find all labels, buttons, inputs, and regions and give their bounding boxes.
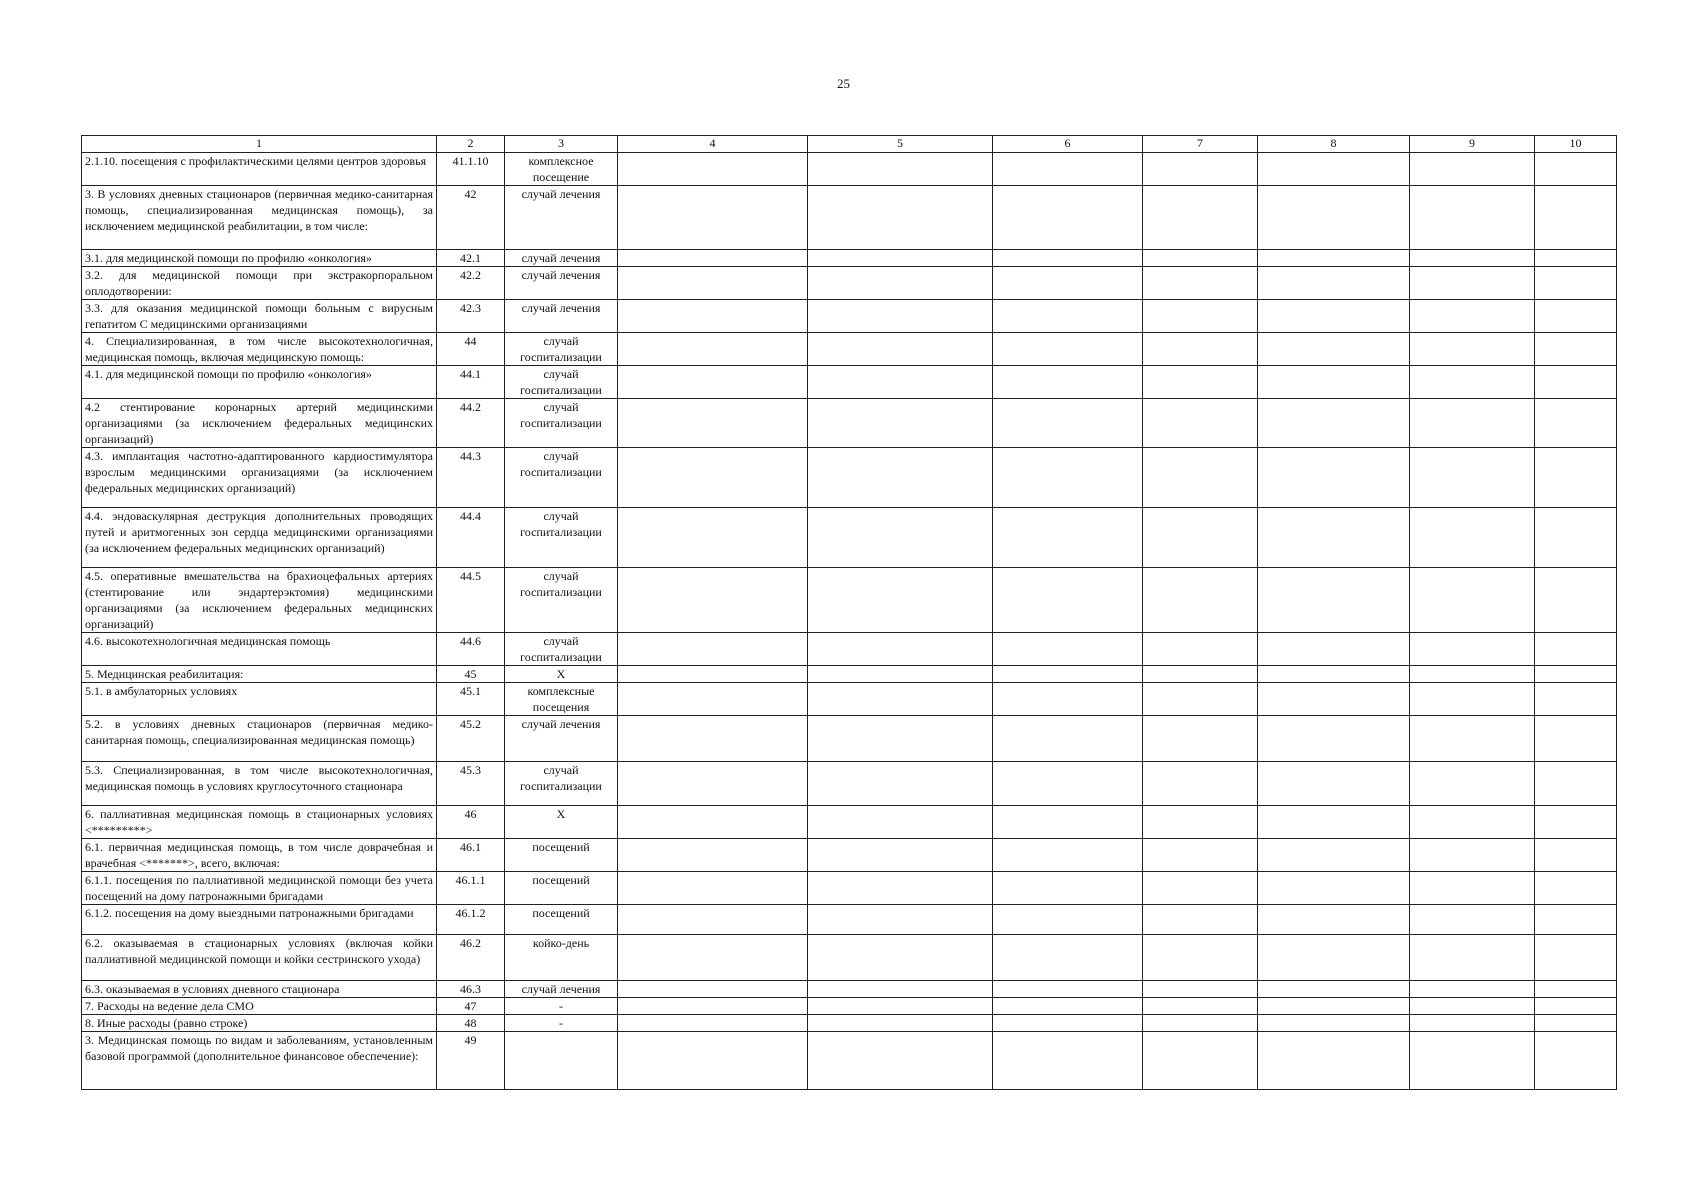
row-code-cell: 46.2: [437, 935, 505, 981]
empty-cell-col-6: [993, 839, 1143, 872]
row-name-cell: 6.3. оказываемая в условиях дневного стационара: [82, 981, 437, 998]
empty-cell-col-5: [808, 366, 993, 399]
empty-cell-col-5: [808, 839, 993, 872]
empty-cell-col-9: [1410, 633, 1535, 666]
row-name-cell: 4.5. оперативные вмешательства на брахиоцефальных артериях (стентирование или эндартерэктомия) медицинскими организациями (за исключением федеральных медицинских организаций): [82, 568, 437, 633]
row-unit-cell: случай лечения: [505, 300, 618, 333]
empty-cell-col-4: [618, 981, 808, 998]
row-name-cell: 3. Медицинская помощь по видам и заболеваниям, установленным базовой программой (дополнительное финансовое обеспечение):: [82, 1032, 437, 1090]
table-row: [82, 905, 1617, 935]
row-code-cell: 46.1.2: [437, 905, 505, 935]
table-row: [82, 935, 1617, 981]
empty-cell-col-7: [1143, 300, 1258, 333]
table-row: [82, 683, 1617, 716]
empty-cell-col-8: [1258, 981, 1410, 998]
row-name-cell: 7. Расходы на ведение дела СМО: [82, 998, 437, 1015]
row-code-cell: 42.2: [437, 267, 505, 300]
empty-cell-col-7: [1143, 998, 1258, 1015]
empty-cell-col-5: [808, 998, 993, 1015]
empty-cell-col-5: [808, 806, 993, 839]
row-name-cell: 3.2. для медицинской помощи при экстракорпоральном оплодотворении:: [82, 267, 437, 300]
table-row: [82, 508, 1617, 568]
row-unit-cell: случай лечения: [505, 186, 618, 250]
empty-cell-col-7: [1143, 1015, 1258, 1032]
empty-cell-col-8: [1258, 267, 1410, 300]
empty-cell-col-9: [1410, 267, 1535, 300]
row-unit-cell: [505, 1032, 618, 1090]
table-row: [82, 366, 1617, 399]
row-unit-cell: случай госпитализации: [505, 366, 618, 399]
empty-cell-col-6: [993, 300, 1143, 333]
empty-cell-col-8: [1258, 250, 1410, 267]
row-name-cell: 6.2. оказываемая в стационарных условиях (включая койки паллиативной медицинской помощи и койки сестринского ухода): [82, 935, 437, 981]
row-code-cell: 48: [437, 1015, 505, 1032]
column-header-8: 8: [1258, 136, 1410, 153]
table-row: [82, 1015, 1617, 1032]
empty-cell-col-10: [1535, 716, 1617, 762]
row-code-cell: 46: [437, 806, 505, 839]
row-name-cell: 3.1. для медицинской помощи по профилю «онкология»: [82, 250, 437, 267]
table-row: [82, 333, 1617, 366]
table-row: [82, 399, 1617, 448]
empty-cell-col-4: [618, 448, 808, 508]
empty-cell-col-4: [618, 300, 808, 333]
row-unit-cell: случай госпитализации: [505, 448, 618, 508]
empty-cell-col-6: [993, 872, 1143, 905]
empty-cell-col-8: [1258, 568, 1410, 633]
row-name-cell: 8. Иные расходы (равно строке): [82, 1015, 437, 1032]
row-unit-cell: случай госпитализации: [505, 568, 618, 633]
table-row: [82, 716, 1617, 762]
empty-cell-col-10: [1535, 762, 1617, 806]
row-code-cell: 49: [437, 1032, 505, 1090]
empty-cell-col-6: [993, 935, 1143, 981]
empty-cell-col-7: [1143, 568, 1258, 633]
empty-cell-col-4: [618, 839, 808, 872]
empty-cell-col-5: [808, 448, 993, 508]
table-row: [82, 998, 1617, 1015]
empty-cell-col-5: [808, 399, 993, 448]
empty-cell-col-8: [1258, 935, 1410, 981]
column-header-6: 6: [993, 136, 1143, 153]
empty-cell-col-6: [993, 366, 1143, 399]
empty-cell-col-6: [993, 399, 1143, 448]
row-name-cell: 6. паллиативная медицинская помощь в стационарных условиях <*********>: [82, 806, 437, 839]
empty-cell-col-10: [1535, 250, 1617, 267]
column-header-5: 5: [808, 136, 993, 153]
column-header-9: 9: [1410, 136, 1535, 153]
empty-cell-col-4: [618, 905, 808, 935]
empty-cell-col-4: [618, 806, 808, 839]
row-name-cell: 4.4. эндоваскулярная деструкция дополнительных проводящих путей и аритмогенных зон сердца медицинскими организациями (за исключением федеральных медицинских организаций): [82, 508, 437, 568]
empty-cell-col-6: [993, 1032, 1143, 1090]
empty-cell-col-9: [1410, 905, 1535, 935]
empty-cell-col-9: [1410, 666, 1535, 683]
empty-cell-col-8: [1258, 153, 1410, 186]
row-name-cell: 4.6. высокотехнологичная медицинская помощь: [82, 633, 437, 666]
empty-cell-col-8: [1258, 1032, 1410, 1090]
empty-cell-col-7: [1143, 666, 1258, 683]
row-name-cell: 4.3. имплантация частотно-адаптированного кардиостимулятора взрослым медицинскими организациями (за исключением федеральных медицинских организаций): [82, 448, 437, 508]
empty-cell-col-4: [618, 568, 808, 633]
empty-cell-col-4: [618, 633, 808, 666]
row-unit-cell: случай лечения: [505, 716, 618, 762]
row-name-cell: 3. В условиях дневных стационаров (первичная медико-санитарная помощь, специализированная медицинская помощь), за исключением медицинской реабилитации, в том числе:: [82, 186, 437, 250]
empty-cell-col-5: [808, 508, 993, 568]
row-code-cell: 42.3: [437, 300, 505, 333]
empty-cell-col-6: [993, 333, 1143, 366]
row-code-cell: 44.5: [437, 568, 505, 633]
table-row: [82, 633, 1617, 666]
column-header-4: 4: [618, 136, 808, 153]
empty-cell-col-6: [993, 806, 1143, 839]
empty-cell-col-7: [1143, 333, 1258, 366]
empty-cell-col-4: [618, 186, 808, 250]
row-code-cell: 46.3: [437, 981, 505, 998]
table-row: [82, 981, 1617, 998]
empty-cell-col-8: [1258, 872, 1410, 905]
column-header-10: 10: [1535, 136, 1617, 153]
empty-cell-col-5: [808, 333, 993, 366]
column-header-3: 3: [505, 136, 618, 153]
row-unit-cell: посещений: [505, 872, 618, 905]
empty-cell-col-9: [1410, 250, 1535, 267]
empty-cell-col-10: [1535, 998, 1617, 1015]
row-code-cell: 47: [437, 998, 505, 1015]
table-row: [82, 267, 1617, 300]
empty-cell-col-10: [1535, 508, 1617, 568]
row-name-cell: 5.1. в амбулаторных условиях: [82, 683, 437, 716]
empty-cell-col-8: [1258, 762, 1410, 806]
empty-cell-col-8: [1258, 998, 1410, 1015]
empty-cell-col-4: [618, 762, 808, 806]
row-code-cell: 41.1.10: [437, 153, 505, 186]
table-row: [82, 250, 1617, 267]
empty-cell-col-9: [1410, 998, 1535, 1015]
empty-cell-col-7: [1143, 508, 1258, 568]
row-name-cell: 3.3. для оказания медицинской помощи больным с вирусным гепатитом С медицинскими организациями: [82, 300, 437, 333]
empty-cell-col-6: [993, 186, 1143, 250]
row-unit-cell: случай госпитализации: [505, 508, 618, 568]
data-table: [81, 135, 1617, 1090]
table-row: [82, 806, 1617, 839]
empty-cell-col-10: [1535, 666, 1617, 683]
empty-cell-col-9: [1410, 839, 1535, 872]
empty-cell-col-10: [1535, 153, 1617, 186]
header-row: [82, 136, 1617, 153]
empty-cell-col-6: [993, 568, 1143, 633]
row-code-cell: 46.1.1: [437, 872, 505, 905]
row-name-cell: 2.1.10. посещения с профилактическими целями центров здоровья: [82, 153, 437, 186]
table-row: [82, 872, 1617, 905]
row-code-cell: 44.4: [437, 508, 505, 568]
row-code-cell: 46.1: [437, 839, 505, 872]
row-code-cell: 44.6: [437, 633, 505, 666]
empty-cell-col-9: [1410, 300, 1535, 333]
empty-cell-col-5: [808, 905, 993, 935]
empty-cell-col-9: [1410, 186, 1535, 250]
row-code-cell: 42.1: [437, 250, 505, 267]
empty-cell-col-6: [993, 683, 1143, 716]
empty-cell-col-9: [1410, 153, 1535, 186]
empty-cell-col-8: [1258, 366, 1410, 399]
empty-cell-col-4: [618, 716, 808, 762]
row-unit-cell: случай госпитализации: [505, 333, 618, 366]
table-row: [82, 666, 1617, 683]
empty-cell-col-8: [1258, 333, 1410, 366]
empty-cell-col-6: [993, 633, 1143, 666]
empty-cell-col-8: [1258, 508, 1410, 568]
empty-cell-col-9: [1410, 508, 1535, 568]
empty-cell-col-9: [1410, 981, 1535, 998]
empty-cell-col-7: [1143, 186, 1258, 250]
empty-cell-col-8: [1258, 806, 1410, 839]
empty-cell-col-5: [808, 267, 993, 300]
row-name-cell: 4.1. для медицинской помощи по профилю «онкология»: [82, 366, 437, 399]
empty-cell-col-10: [1535, 905, 1617, 935]
empty-cell-col-7: [1143, 716, 1258, 762]
empty-cell-col-4: [618, 250, 808, 267]
table-row: [82, 186, 1617, 250]
empty-cell-col-8: [1258, 839, 1410, 872]
empty-cell-col-4: [618, 267, 808, 300]
empty-cell-col-5: [808, 300, 993, 333]
row-unit-cell: случай госпитализации: [505, 762, 618, 806]
empty-cell-col-7: [1143, 839, 1258, 872]
empty-cell-col-9: [1410, 448, 1535, 508]
empty-cell-col-5: [808, 250, 993, 267]
empty-cell-col-5: [808, 683, 993, 716]
empty-cell-col-5: [808, 1015, 993, 1032]
row-name-cell: 6.1. первичная медицинская помощь, в том числе доврачебная и врачебная <*******>, всего, включая:: [82, 839, 437, 872]
row-code-cell: 44.2: [437, 399, 505, 448]
empty-cell-col-9: [1410, 872, 1535, 905]
row-unit-cell: койко-день: [505, 935, 618, 981]
empty-cell-col-4: [618, 153, 808, 186]
empty-cell-col-6: [993, 250, 1143, 267]
row-unit-cell: -: [505, 998, 618, 1015]
empty-cell-col-8: [1258, 666, 1410, 683]
empty-cell-col-6: [993, 981, 1143, 998]
empty-cell-col-7: [1143, 806, 1258, 839]
row-name-cell: 4.2 стентирование коронарных артерий медицинскими организациями (за исключением федеральных медицинских организаций): [82, 399, 437, 448]
empty-cell-col-8: [1258, 716, 1410, 762]
empty-cell-col-9: [1410, 399, 1535, 448]
empty-cell-col-9: [1410, 806, 1535, 839]
empty-cell-col-5: [808, 981, 993, 998]
row-name-cell: 5.2. в условиях дневных стационаров (первичная медико-санитарная помощь, специализированная медицинская помощь): [82, 716, 437, 762]
empty-cell-col-4: [618, 333, 808, 366]
page-number: 25: [837, 76, 850, 91]
empty-cell-col-10: [1535, 186, 1617, 250]
empty-cell-col-8: [1258, 300, 1410, 333]
empty-cell-col-5: [808, 666, 993, 683]
row-unit-cell: X: [505, 806, 618, 839]
empty-cell-col-9: [1410, 1015, 1535, 1032]
row-unit-cell: посещений: [505, 905, 618, 935]
empty-cell-col-7: [1143, 905, 1258, 935]
empty-cell-col-9: [1410, 366, 1535, 399]
empty-cell-col-9: [1410, 683, 1535, 716]
empty-cell-col-10: [1535, 981, 1617, 998]
empty-cell-col-6: [993, 508, 1143, 568]
row-name-cell: 6.1.2. посещения на дому выездными патронажными бригадами: [82, 905, 437, 935]
empty-cell-col-5: [808, 633, 993, 666]
empty-cell-col-7: [1143, 448, 1258, 508]
empty-cell-col-4: [618, 508, 808, 568]
empty-cell-col-10: [1535, 806, 1617, 839]
row-name-cell: 4. Специализированная, в том числе высокотехнологичная, медицинская помощь, включая медицинскую помощь:: [82, 333, 437, 366]
empty-cell-col-9: [1410, 935, 1535, 981]
empty-cell-col-10: [1535, 568, 1617, 633]
table-row: [82, 839, 1617, 872]
column-header-1: 1: [82, 136, 437, 153]
empty-cell-col-10: [1535, 399, 1617, 448]
table-row: [82, 448, 1617, 508]
empty-cell-col-6: [993, 666, 1143, 683]
empty-cell-col-7: [1143, 762, 1258, 806]
empty-cell-col-6: [993, 1015, 1143, 1032]
empty-cell-col-5: [808, 186, 993, 250]
empty-cell-col-10: [1535, 633, 1617, 666]
empty-cell-col-4: [618, 366, 808, 399]
table-row: [82, 762, 1617, 806]
empty-cell-col-7: [1143, 1032, 1258, 1090]
empty-cell-col-10: [1535, 267, 1617, 300]
empty-cell-col-4: [618, 399, 808, 448]
empty-cell-col-4: [618, 1015, 808, 1032]
empty-cell-col-4: [618, 666, 808, 683]
empty-cell-col-4: [618, 1032, 808, 1090]
row-code-cell: 44.1: [437, 366, 505, 399]
empty-cell-col-9: [1410, 568, 1535, 633]
empty-cell-col-9: [1410, 716, 1535, 762]
empty-cell-col-6: [993, 267, 1143, 300]
table-row: [82, 153, 1617, 186]
row-code-cell: 45.2: [437, 716, 505, 762]
empty-cell-col-5: [808, 935, 993, 981]
empty-cell-col-10: [1535, 366, 1617, 399]
empty-cell-col-6: [993, 153, 1143, 186]
empty-cell-col-10: [1535, 683, 1617, 716]
empty-cell-col-9: [1410, 333, 1535, 366]
empty-cell-col-7: [1143, 981, 1258, 998]
empty-cell-col-8: [1258, 633, 1410, 666]
row-unit-cell: случай лечения: [505, 250, 618, 267]
empty-cell-col-5: [808, 568, 993, 633]
row-code-cell: 45.1: [437, 683, 505, 716]
column-header-7: 7: [1143, 136, 1258, 153]
empty-cell-col-5: [808, 153, 993, 186]
row-name-cell: 5. Медицинская реабилитация:: [82, 666, 437, 683]
empty-cell-col-7: [1143, 153, 1258, 186]
empty-cell-col-8: [1258, 186, 1410, 250]
empty-cell-col-4: [618, 683, 808, 716]
empty-cell-col-7: [1143, 935, 1258, 981]
row-code-cell: 42: [437, 186, 505, 250]
empty-cell-col-9: [1410, 762, 1535, 806]
empty-cell-col-10: [1535, 839, 1617, 872]
table-row: [82, 1032, 1617, 1090]
empty-cell-col-10: [1535, 448, 1617, 508]
empty-cell-col-10: [1535, 1015, 1617, 1032]
empty-cell-col-9: [1410, 1032, 1535, 1090]
empty-cell-col-6: [993, 448, 1143, 508]
empty-cell-col-4: [618, 935, 808, 981]
row-unit-cell: случай госпитализации: [505, 633, 618, 666]
empty-cell-col-10: [1535, 1032, 1617, 1090]
table-row: [82, 300, 1617, 333]
empty-cell-col-10: [1535, 935, 1617, 981]
empty-cell-col-8: [1258, 683, 1410, 716]
empty-cell-col-7: [1143, 633, 1258, 666]
empty-cell-col-7: [1143, 872, 1258, 905]
empty-cell-col-4: [618, 872, 808, 905]
empty-cell-col-4: [618, 998, 808, 1015]
empty-cell-col-10: [1535, 333, 1617, 366]
empty-cell-col-10: [1535, 872, 1617, 905]
empty-cell-col-5: [808, 1032, 993, 1090]
empty-cell-col-7: [1143, 399, 1258, 448]
row-code-cell: 44: [437, 333, 505, 366]
column-header-2: 2: [437, 136, 505, 153]
row-unit-cell: комплексные посещения: [505, 683, 618, 716]
empty-cell-col-6: [993, 716, 1143, 762]
row-unit-cell: комплексное посещение: [505, 153, 618, 186]
row-unit-cell: случай лечения: [505, 267, 618, 300]
empty-cell-col-6: [993, 905, 1143, 935]
row-unit-cell: X: [505, 666, 618, 683]
empty-cell-col-6: [993, 998, 1143, 1015]
empty-cell-col-5: [808, 872, 993, 905]
empty-cell-col-8: [1258, 1015, 1410, 1032]
row-unit-cell: -: [505, 1015, 618, 1032]
row-unit-cell: посещений: [505, 839, 618, 872]
empty-cell-col-5: [808, 762, 993, 806]
row-code-cell: 44.3: [437, 448, 505, 508]
row-unit-cell: случай лечения: [505, 981, 618, 998]
table-row: [82, 568, 1617, 633]
empty-cell-col-7: [1143, 267, 1258, 300]
row-name-cell: 5.3. Специализированная, в том числе высокотехнологичная, медицинская помощь в условиях круглосуточного стационара: [82, 762, 437, 806]
row-code-cell: 45.3: [437, 762, 505, 806]
empty-cell-col-7: [1143, 683, 1258, 716]
row-name-cell: 6.1.1. посещения по паллиативной медицинской помощи без учета посещений на дому патронажными бригадами: [82, 872, 437, 905]
empty-cell-col-7: [1143, 250, 1258, 267]
row-code-cell: 45: [437, 666, 505, 683]
empty-cell-col-8: [1258, 399, 1410, 448]
empty-cell-col-8: [1258, 448, 1410, 508]
empty-cell-col-7: [1143, 366, 1258, 399]
empty-cell-col-6: [993, 762, 1143, 806]
empty-cell-col-8: [1258, 905, 1410, 935]
empty-cell-col-5: [808, 716, 993, 762]
empty-cell-col-10: [1535, 300, 1617, 333]
row-unit-cell: случай госпитализации: [505, 399, 618, 448]
